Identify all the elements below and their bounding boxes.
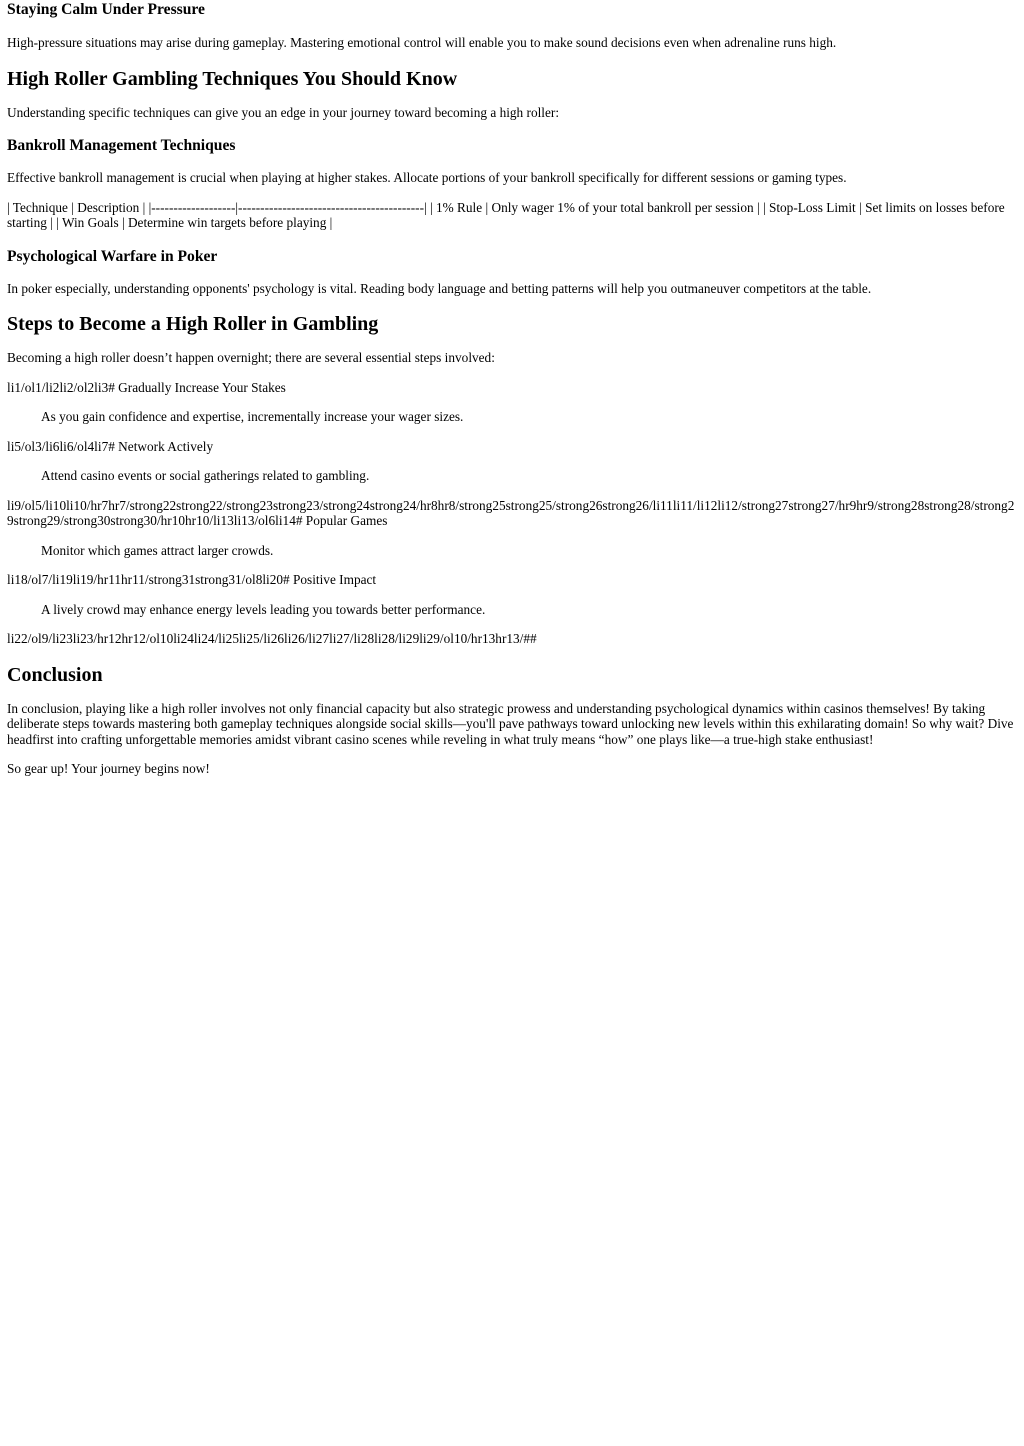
paragraph-staying-calm: High-pressure situations may arise during gameplay. Mastering emotional control will enable you to make sound decisions even when adrenaline runs high. [7, 35, 837, 50]
paragraph-closing: So gear up! Your journey begins now! [7, 761, 210, 776]
heading-high-roller-techniques: High Roller Gambling Techniques You Should Know [7, 67, 458, 90]
heading-psychological-warfare: Psychological Warfare in Poker [7, 247, 218, 265]
paragraph-psychological-warfare: In poker especially, understanding opponents' psychology is vital. Reading body language and betting patterns will help you outmaneuver competitors at the table. [7, 280, 872, 296]
list-sub-positive-impact: A lively crowd may enhance energy levels leading you towards better performance. [41, 601, 486, 617]
list-line-gradually-increase: li1/ol1/li2li2/ol2li3# Gradually Increase Your Stakes [7, 379, 286, 395]
paragraph-bankroll-management: Effective bankroll management is crucial when playing at higher stakes. Allocate portions of your bankroll specifically for different sessions or gaming types. [7, 170, 847, 185]
list-line-positive-impact: li18/ol7/li19li19/hr11hr11/strong31strong31/ol8li20# Positive Impact [7, 572, 377, 587]
list-sub-network-actively: Attend casino events or social gatherings related to gambling. [41, 468, 370, 483]
heading-steps-high-roller: Steps to Become a High Roller in Gambling [7, 313, 379, 335]
list-line-trailing-markup: li22/ol9/li23li23/hr12hr12/ol10li24li24/li25li25/li26li26/li27li27/li28li28/li29li29/ol10/hr13hr13/## [7, 631, 537, 646]
list-sub-gradually-increase: As you gain confidence and expertise, incrementally increase your wager sizes. [41, 409, 464, 424]
list-line-network-actively: li5/ol3/li6li6/ol4li7# Network Actively [7, 438, 214, 454]
heading-bankroll-management: Bankroll Management Techniques [7, 137, 236, 154]
paragraph-steps-intro: Becoming a high roller doesn’t happen overnight; there are several essential steps involved: [7, 350, 495, 365]
list-line-popular-games: li9/ol5/li10li10/hr7hr7/strong22strong22/strong23strong23/strong24strong24/hr8hr8/strong25strong25/strong26strong26/li11li11/li12li12/strong27strong27/hr9hr9/strong28strong28/strong29strong29/strong30strong30/hr10hr10/li13li13/ol6li14# Popular Games [7, 497, 1015, 528]
bankroll-table-text: | Technique | Description | |-------------------|------------------------------------------| | 1% Rule | Only wager 1% of your total bankroll per session | | Stop-Loss Limit | Set limits on losses before starting | | Win Goals | Determine win targets before playing | [7, 199, 1005, 230]
heading-staying-calm: Staying Calm Under Pressure [7, 1, 205, 18]
heading-conclusion: Conclusion [7, 663, 103, 686]
paragraph-techniques-intro: Understanding specific techniques can give you an edge in your journey toward becoming a high roller: [7, 104, 560, 120]
list-sub-popular-games: Monitor which games attract larger crowds. [41, 542, 274, 558]
paragraph-conclusion: In conclusion, playing like a high roller involves not only financial capacity but also strategic prowess and understanding psychological dynamics within casinos themselves! By taking deliberate steps towards mastering both gameplay techniques alongside social skills—you'll pave pathways toward unlocking new levels within this exhilarating domain! So why wait? Dive headfirst into crafting unforgettable memories amidst vibrant casino scenes while reveling in what truly means “how” one plays like—a true-high stake enthusiast! [7, 700, 1014, 747]
